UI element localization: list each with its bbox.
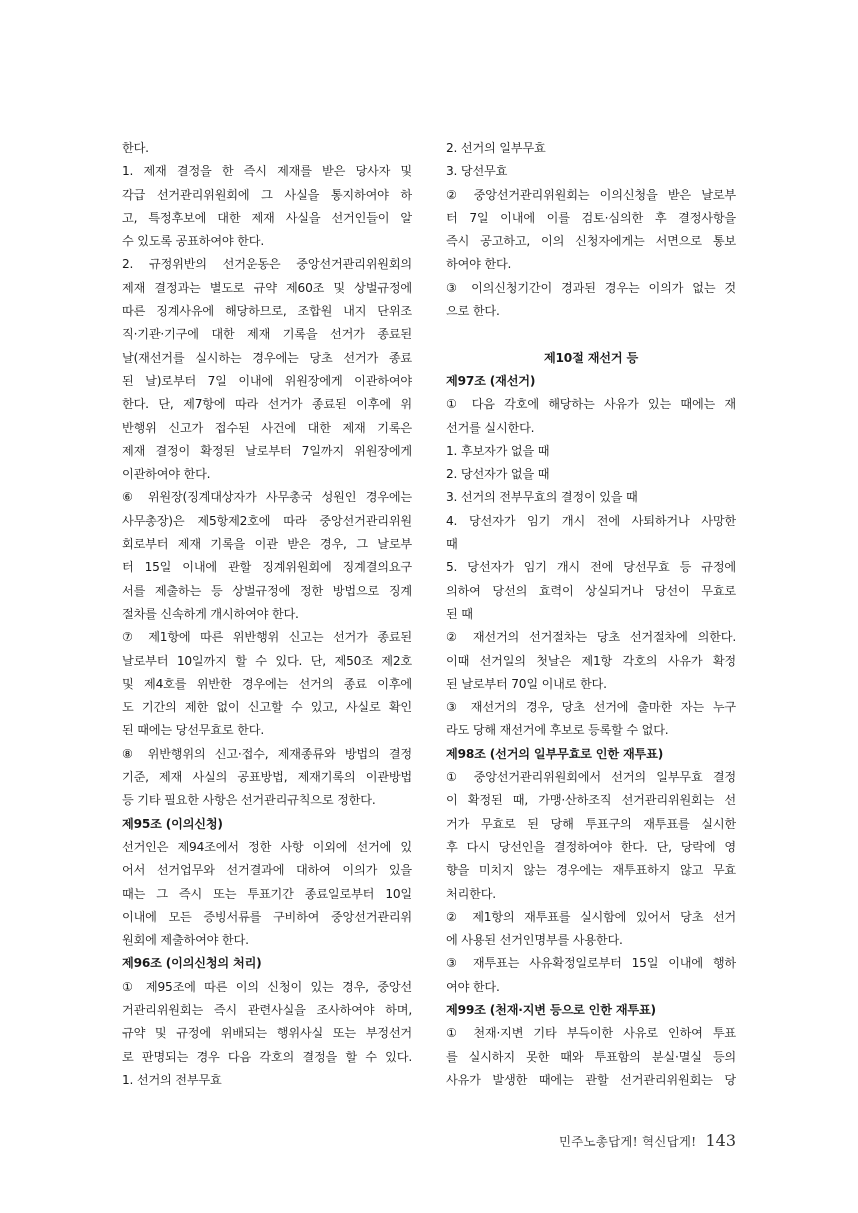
right-column-line: 터 7일 이내에 이를 검토·심의한 후 결정사항을 <box>446 210 736 225</box>
right-column-line: 4. 당선자가 임기 개시 전에 사퇴하거나 사망한 <box>446 513 736 528</box>
left-column <box>122 137 412 1092</box>
right-column-line: ② 재선거의 선거절차는 당초 선거절차에 의한다. <box>446 630 736 645</box>
page-footer <box>559 1131 736 1150</box>
left-column-line: 한다. 단, 제7항에 따라 선거가 종료된 이후에 위 <box>122 397 412 412</box>
left-column-line: 서를 제출하는 등 상벌규정에 정한 방법으로 징계 <box>122 583 412 598</box>
right-column-line: ② 중앙선거관리위원회는 이의신청을 받은 날로부 <box>446 187 736 202</box>
footer-slogan: 민주노총답게! 혁신답게! <box>558 1134 697 1149</box>
left-column-line: 직·기관·기구에 대한 제재 기록을 선거가 종료된 <box>122 327 412 342</box>
right-column-line: 된 때 <box>446 606 473 621</box>
right-column-line: 이 확정된 때, 가맹·산하조직 선거관리위원회는 선 <box>446 793 736 808</box>
right-column-line: 처리한다. <box>446 886 496 901</box>
right-column-line: 즉시 공고하고, 이의 신청자에게는 서면으로 통보 <box>446 234 736 249</box>
left-column-line: 선거인은 제94조에서 정한 사항 이외에 선거에 있 <box>122 839 412 854</box>
left-column-line: 날로부터 10일까지 할 수 있다. 단, 제50조 제2호 <box>122 653 412 668</box>
right-column-line: 사유가 발생한 때에는 관할 선거관리위원회는 당 <box>446 1072 736 1087</box>
left-column-line: 회로부터 제재 기록을 이관 받은 경우, 그 날로부 <box>122 537 412 552</box>
right-column-line: 5. 당선자가 임기 개시 전에 당선무효 등 규정에 <box>446 560 736 575</box>
left-column-line: ⑥ 위원장(징계대상자가 사무총국 성원인 경우에는 <box>122 490 412 505</box>
right-column-blank-line <box>446 323 736 346</box>
left-column-line: 각급 선거관리위원회에 그 사실을 통지하여야 하 <box>122 187 412 202</box>
right-column-line: 향을 미치지 않는 경우에는 재투표하지 않고 무효 <box>446 863 736 878</box>
left-column-line: 때는 그 즉시 또는 투표기간 종료일로부터 10일 <box>122 886 412 901</box>
left-column-line: 거관리위원회는 즉시 관련사실을 조사하여야 하며, <box>122 1002 412 1017</box>
right-column-line: 1. 후보자가 없을 때 <box>446 443 550 458</box>
right-column-line: 된 날로부터 70일 이내로 한다. <box>446 676 607 691</box>
left-column-line: 이내에 모든 증빙서류를 구비하여 중앙선거관리위 <box>122 909 412 924</box>
right-column-line: ① 다음 각호에 해당하는 사유가 있는 때에는 재 <box>446 397 736 412</box>
right-column-line: 이때 선거일의 첫날은 제1항 각호의 사유가 확정 <box>446 653 736 668</box>
right-column-article-title: 제97조 (재선거) <box>446 373 536 388</box>
left-column-line: ⑧ 위반행위의 신고·접수, 제재종류와 방법의 결정 <box>122 746 412 761</box>
left-column-line: ⑦ 제1항에 따른 위반행위 신고는 선거가 종료된 <box>122 630 412 645</box>
right-column-line: ① 중앙선거관리위원회에서 선거의 일부무효 결정 <box>446 770 736 785</box>
left-column-line: 날(재선거를 실시하는 경우에는 당초 선거가 종료 <box>122 350 412 365</box>
right-column-line: 3. 선거의 전부무효의 결정이 있을 때 <box>446 490 638 505</box>
left-column-line: 어서 선거업무와 선거결과에 대하여 이의가 있을 <box>122 863 412 878</box>
left-column-line: 1. 선거의 전부무효 <box>122 1072 222 1087</box>
left-column-line: 및 제4호를 위반한 경우에는 선거의 종료 이후에 <box>122 676 412 691</box>
right-column-line: 하여야 한다. <box>446 257 512 272</box>
left-column-line: 1. 제재 결정을 한 즉시 제재를 받은 당사자 및 <box>122 164 412 179</box>
left-column-article-title: 제96조 (이의신청의 처리) <box>122 956 262 971</box>
right-column-line: ③ 재선거의 경우, 당초 선거에 출마한 자는 누구 <box>446 700 736 715</box>
right-column-line: 의하여 당선의 효력이 상실되거나 당선이 무효로 <box>446 583 736 598</box>
left-column-line: 등 기타 필요한 사항은 선거관리규칙으로 정한다. <box>122 793 376 808</box>
right-column-line: 라도 당해 재선거에 후보로 등록할 수 없다. <box>446 723 669 738</box>
right-column-section-heading: 제10절 재선거 등 <box>543 350 639 365</box>
right-column-line: 2. 당선자가 없을 때 <box>446 467 550 482</box>
left-column-line: 기준, 제재 사실의 공표방법, 제재기록의 이관방법 <box>122 770 412 785</box>
left-column-line: ① 제95조에 따른 이의 신청이 있는 경우, 중앙선 <box>122 979 412 994</box>
left-column-line: 된 날)로부터 7일 이내에 위원장에게 이관하여야 <box>122 373 412 388</box>
right-column-line: 를 실시하지 못한 때와 투표함의 분실·멸실 등의 <box>446 1049 736 1064</box>
left-column-line: 터 15일 이내에 관할 징계위원회에 징계결의요구 <box>122 560 412 575</box>
right-column-line: 거가 무효로 된 당해 투표구의 재투표를 실시한 <box>446 816 736 831</box>
left-column-article-title: 제95조 (이의신청) <box>122 816 223 831</box>
left-column-line: 이관하여야 한다. <box>122 467 211 482</box>
left-column-line: 된 때에는 당선무효로 한다. <box>122 723 265 738</box>
left-column-line: 규약 및 규정에 위배되는 행위사실 또는 부정선거 <box>122 1026 412 1041</box>
left-column-line: 절차를 신속하게 개시하여야 한다. <box>122 606 299 621</box>
right-column <box>446 137 736 1092</box>
right-column-line: 후 다시 당선인을 결정하여야 한다. 단, 당락에 영 <box>446 839 736 854</box>
right-column-line: ① 천재·지변 기타 부득이한 사유로 인하여 투표 <box>446 1026 736 1041</box>
left-column-line: 2. 규정위반의 선거운동은 중앙선거관리위원회의 <box>122 257 412 272</box>
right-column-line: ③ 이의신청기간이 경과된 경우는 이의가 없는 것 <box>446 280 736 295</box>
left-column-line: 수 있도록 공표하여야 한다. <box>122 234 265 249</box>
left-column-line: 한다. <box>122 141 149 155</box>
right-column-line: ③ 재투표는 사유확정일로부터 15일 이내에 행하 <box>446 956 736 971</box>
left-column-line: 제재 결정과는 별도로 규약 제60조 및 상벌규정에 <box>122 280 412 295</box>
left-column-line: 도 기간의 제한 없이 신고할 수 있고, 사실로 확인 <box>122 700 412 715</box>
right-column-line: 2. 선거의 일부무효 <box>446 141 546 155</box>
page-number: 143 <box>705 1131 736 1150</box>
left-column-line: 사무총장)은 제5항제2호에 따라 중앙선거관리위원 <box>122 513 412 528</box>
right-column-article-title: 제99조 (천재·지변 등으로 인한 재투표) <box>446 1002 656 1017</box>
right-column-line: 으로 한다. <box>446 304 500 319</box>
left-column-line: 고, 특정후보에 대한 제재 사실을 선거인들이 알 <box>122 210 412 225</box>
right-column-line: 에 사용된 선거인명부를 사용한다. <box>446 933 623 948</box>
left-column-line: 반행위 신고가 접수된 사건에 대한 제재 기록은 <box>122 420 412 435</box>
left-column-line: 따른 징계사유에 해당하므로, 조합원 내지 단위조 <box>122 304 412 319</box>
right-column-article-title: 제98조 (선거의 일부무효로 인한 재투표) <box>446 746 664 761</box>
left-column-line: 원회에 제출하여야 한다. <box>122 933 249 948</box>
right-column-line: 때 <box>446 537 458 552</box>
left-column-line: 제재 결정이 확정된 날로부터 7일까지 위원장에게 <box>122 443 412 458</box>
left-column-line: 로 판명되는 경우 다음 각호의 결정을 할 수 있다. <box>122 1049 412 1064</box>
right-column-line: 여야 한다. <box>446 979 500 994</box>
right-column-line: ② 제1항의 재투표를 실시함에 있어서 당초 선거 <box>446 909 736 924</box>
right-column-line: 3. 당선무효 <box>446 164 508 179</box>
right-column-line: 선거를 실시한다. <box>446 420 535 435</box>
